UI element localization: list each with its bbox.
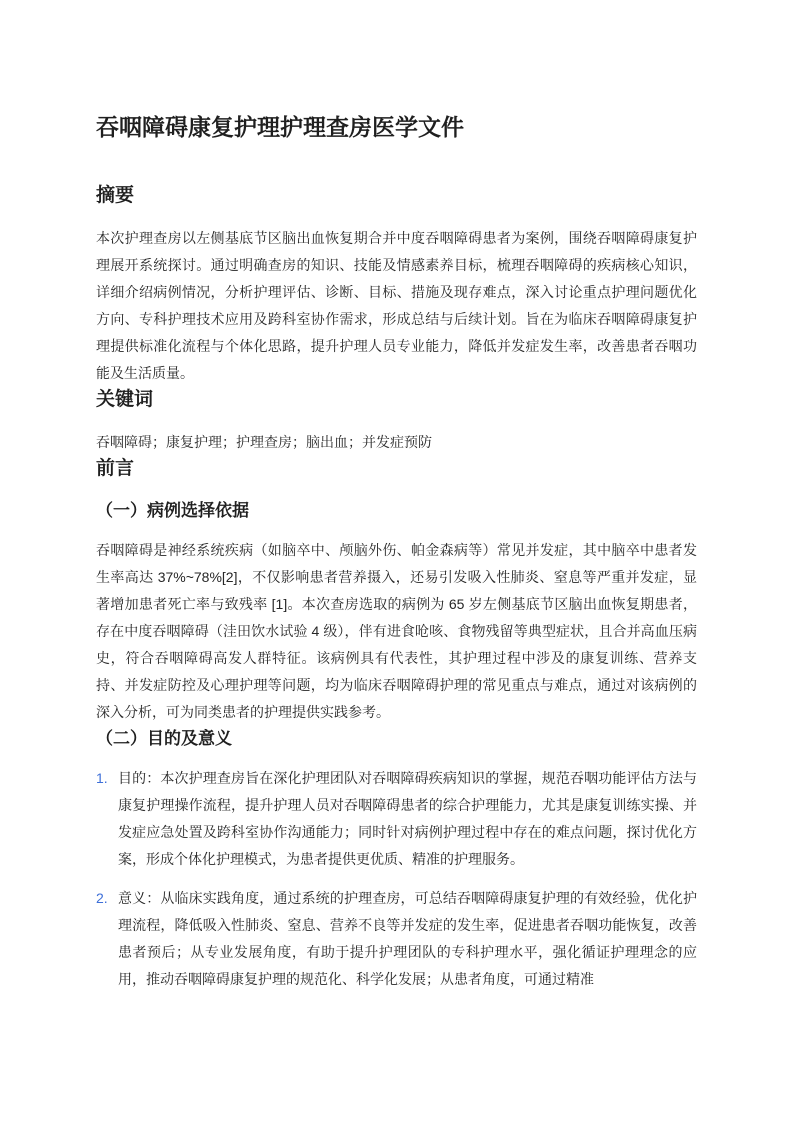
preface-heading: 前言 — [96, 458, 135, 479]
purpose-heading: （二）目的及意义 — [96, 729, 232, 748]
list-item — [96, 765, 697, 873]
list-item-text: 意义：从临床实践角度，通过系统的护理查房，可总结吞咽障碍康复护理的有效经验，优化护理流程，降低吸入性肺炎、窒息、营养不良等并发症的发生率，促进患者吞咽功能恢复，改善患者预后；从专业发展角度，有助于提升护理团队的专科护理水平，强化循证护理理念的应用，推动吞咽障碍康复护理的规范化、科学化发展；从患者角度，可通过精准 — [118, 890, 697, 987]
abstract-paragraph: 本次护理查房以左侧基底节区脑出血恢复期合并中度吞咽障碍患者为案例，围绕吞咽障碍康复护理展开系统探讨。通过明确查房的知识、技能及情感素养目标，梳理吞咽障碍的疾病核心知识，详细介绍病例情况，分析护理评估、诊断、目标、措施及现存难点，深入讨论重点护理问题优化方向、专科护理技术应用及跨科室协作需求，形成总结与后续计划。旨在为临床吞咽障碍康复护理提供标准化流程与个体化思路，提升护理人员专业能力，降低并发症发生率，改善患者吞咽功能及生活质量。 — [96, 230, 697, 381]
list-item-text: 目的：本次护理查房旨在深化护理团队对吞咽障碍疾病知识的掌握，规范吞咽功能评估方法与康复护理操作流程，提升护理人员对吞咽障碍患者的综合护理能力，尤其是康复训练实操、并发症应急处置及跨科室协作沟通能力；同时针对病例护理过程中存在的难点问题，探讨优化方案，形成个体化护理模式，为患者提供更优质、精准的护理服务。 — [118, 770, 697, 867]
list-number: 1. — [96, 770, 108, 786]
abstract-heading: 摘要 — [96, 185, 135, 206]
keywords-text: 吞咽障碍；康复护理；护理查房；脑出血；并发症预防 — [96, 434, 432, 450]
list-item — [96, 885, 697, 993]
purpose-list — [96, 765, 697, 993]
case-selection-paragraph: 吞咽障碍是神经系统疾病（如脑卒中、颅脑外伤、帕金森病等）常见并发症，其中脑卒中患者发生率高达 37%~78%[2]，不仅影响患者营养摄入，还易引发吸入性肺炎、窒息等严重并发症，显著增加患者死亡率与致残率 [1]。本次查房选取的病例为 65 岁左侧基底节区脑出血恢复期患者，存在中度吞咽障碍（洼田饮水试验 4 级），伴有进食呛咳、食物残留等典型症状，且合并高血压病史，符合吞咽障碍高发人群特征。该病例具有代表性，其护理过程中涉及的康复训练、营养支持、并发症防控及心理护理等问题，均为临床吞咽障碍护理的常见重点与难点，通过对该病例的深入分析，可为同类患者的护理提供实践参考。 — [96, 542, 697, 720]
case-selection-heading: （一）病例选择依据 — [96, 501, 249, 520]
list-number: 2. — [96, 890, 108, 906]
keywords-heading: 关键词 — [96, 389, 154, 410]
document-title: 吞咽障碍康复护理护理查房医学文件 — [96, 114, 464, 140]
